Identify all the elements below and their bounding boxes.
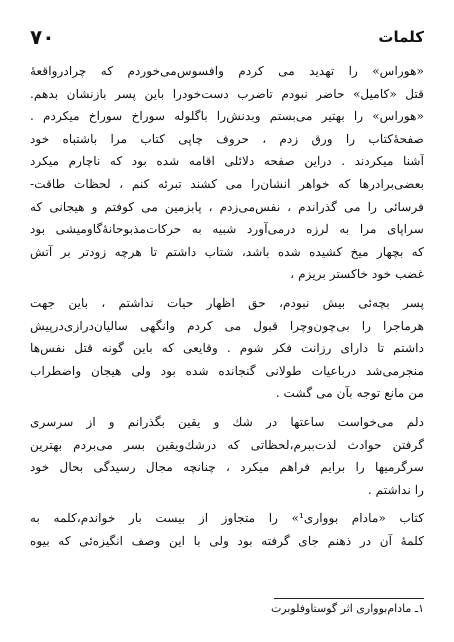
paragraph	[30, 292, 424, 405]
text-line: دلم می‌خواست ساعتها در شك و یقین بگذرانم و از سرسری	[30, 414, 424, 429]
text-line: صفحهٔ‌کتاب را ورق زدم ، حروف چاپی کتاب مرا باشتباه خود	[30, 131, 424, 146]
text-line: «هوراس» را بهتیر می‌بستم وبدنش‌را باگلوله سوراخ سوراخ میکردم .	[30, 109, 424, 124]
text-line: گرفتن حوادث لذت‌ببرم،لحظاتی که درشك‌ویقین بسر می‌بردم بهترین	[30, 437, 424, 452]
paragraph	[30, 60, 424, 286]
running-title: کلمات	[378, 28, 424, 46]
footnote-divider	[274, 598, 424, 599]
text-line: را نداشتم .	[367, 482, 424, 497]
text-line: آشنا میکردند . دراین صفحه دلائلی اقامه شده بود که ناچارم میکرد	[30, 154, 424, 169]
footnote: ۱ـ مادام‌بوواری اثر گوستاوفلوبرت	[270, 602, 424, 615]
text-line: «هوراس» را تهدید می کردم وافسوس‌می‌خوردم که چرادرواقعهٔ	[30, 64, 424, 78]
text-line: که بچهار میخ کشیده شده باشد، شتاب داشتم تا هرچه زودتر بر آتش	[30, 244, 424, 259]
text-line: پسر بچه‌ئی بیش نبودم، حق اظهار حیات نداشتم ، باین جهت	[30, 295, 424, 310]
paragraph	[30, 507, 424, 552]
page-number: ۷۰	[30, 25, 55, 49]
text-line: من مانع توجه بآن می گشت .	[275, 386, 424, 401]
text-line: سرگرمیها را برایم فراهم میکرد ، چنانچه مجال رسیدگی بحال خود	[30, 460, 424, 475]
text-line: کتاب «مادام بوواری¹» را متجاوز از بیست بار خواندم،کلمه به	[30, 511, 424, 526]
text-line: داشتم تا دارای رزانت فکر شوم . وقایعی که باین گونه قتل نفس‌ها	[30, 341, 424, 356]
text-line: سراپای مرا به لرزه درمی‌آورد شبیه به حرکات‌مذبوحانهٔ‌گاومیشی بود	[30, 222, 424, 237]
text-line: هرماجرا را بی‌چون‌وچرا قبول می کردم وانگهی سالیان‌درازی‌درپیش	[30, 318, 424, 333]
text-line: فرسائی را می گذراندم ، نفس‌می‌زدم ، پابزمین می کوفتم و هیجانی که	[30, 199, 424, 214]
text-line: قتل «کامیل» حاضر نبودم تاضرب دست‌خودرا باین پسر بازنشان بدهم.	[30, 86, 424, 101]
page-header	[30, 22, 424, 52]
body-text	[30, 60, 424, 552]
text-line: غضب خود خاکستر بریزم ،	[290, 267, 424, 282]
text-line: بعضی‌برادرها که خواهر انشان‌را می کشند تبرئه کنم ، لحظات طاقت-	[30, 176, 424, 191]
text-line: منجرمی‌شد درباعیات طولانی گنجانده شده بود ولی هیجان واضطراب	[30, 363, 424, 378]
paragraph	[30, 411, 424, 501]
text-line: کلمهٔ آن در ذهنم جای گرفته بود ولی با این وصف انگیزه‌ئی که بیوه	[30, 533, 424, 548]
